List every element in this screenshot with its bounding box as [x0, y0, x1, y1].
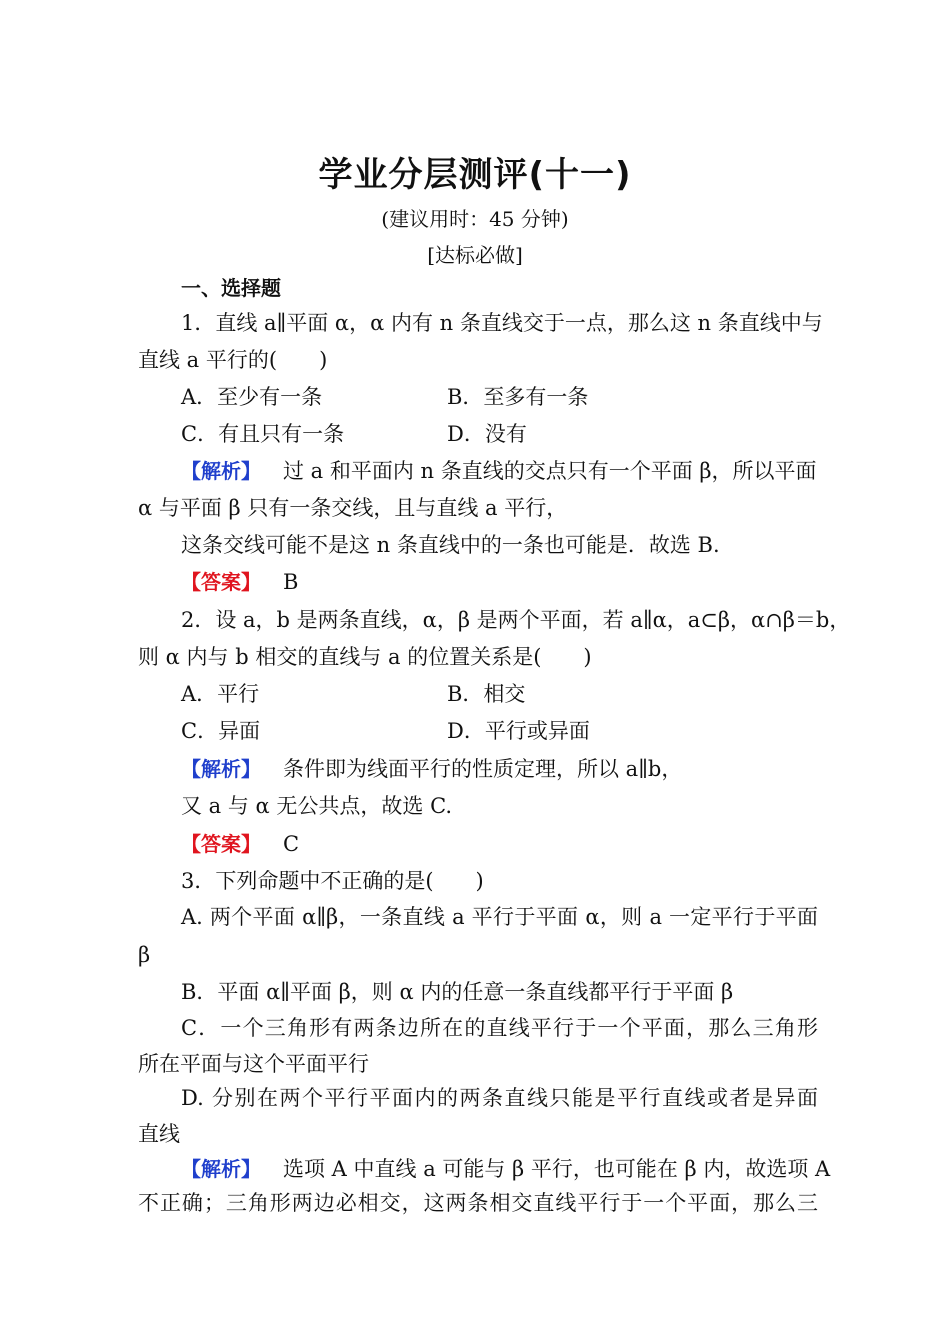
analysis-tag: 【解析】 [181, 459, 261, 483]
q1-answer-line [181, 568, 818, 596]
q2-answer-line [181, 830, 818, 858]
section-heading: 一、选择题 [181, 276, 281, 300]
q1-analysis-line2: α 与平面 β 只有一条交线，且与直线 a 平行， [138, 496, 568, 520]
q3-option-d-line2: 直线 [138, 1122, 180, 1146]
q3-option-a-line1: A. 两个平面 α∥β，一条直线 a 平行于平面 α，则 a 一定平行于平面 [181, 905, 818, 929]
q2-option-b: B．相交 [447, 682, 526, 706]
analysis-tag: 【解析】 [181, 757, 261, 781]
q1-stem-line1: 1．直线 a∥平面 α，α 内有 n 条直线交于一点，那么这 n 条直线中与 [181, 311, 823, 335]
q3-option-a-line2: β [138, 943, 151, 967]
q2-stem-line2: 则 α 内与 b 相交的直线与 a 的位置关系是( ) [138, 645, 592, 669]
q1-option-b: B．至多有一条 [447, 385, 589, 409]
q1-option-c: C．有且只有一条 [181, 422, 345, 446]
section-tag: [达标必做] [427, 243, 523, 267]
q2-answer: C [283, 832, 300, 856]
q2-option-d: D．平行或异面 [447, 719, 590, 743]
q1-stem-line2: 直线 a 平行的( ) [138, 348, 328, 372]
q1-answer: B [283, 570, 299, 594]
q2-analysis-line2: 又 a 与 α 无公共点，故选 C. [181, 794, 453, 818]
time-note: (建议用时：45 分钟) [381, 207, 569, 231]
q1-option-d: D．没有 [447, 422, 527, 446]
q1-option-a: A．至少有一条 [181, 385, 323, 409]
q3-analysis-line1 [181, 1155, 831, 1183]
analysis-tag: 【解析】 [181, 1157, 261, 1181]
q3-stem: 3．下列命题中不正确的是( ) [181, 869, 484, 893]
q2-option-a: A．平行 [181, 682, 260, 706]
q2-option-c: C．异面 [181, 719, 261, 743]
q2-analysis-line1 [181, 755, 818, 783]
q1-analysis-text1: 过 a 和平面内 n 条直线的交点只有一个平面 β，所以平面 [283, 459, 817, 483]
q3-option-c-line2: 所在平面与这个平面平行 [138, 1052, 369, 1076]
q3-analysis-text1: 选项 A 中直线 a 可能与 β 平行，也可能在 β 内，故选项 A [283, 1157, 831, 1181]
page-title: 学业分层测评(十一) [318, 155, 632, 195]
q2-analysis-text1: 条件即为线面平行的性质定理，所以 a∥b， [283, 757, 683, 781]
q1-analysis-line3: 这条交线可能不是这 n 条直线中的一条也可能是．故选 B. [181, 533, 720, 557]
q3-analysis-line2: 不正确；三角形两边必相交，这两条相交直线平行于一个平面，那么三 [138, 1191, 818, 1215]
q2-stem-line1: 2．设 a，b 是两条直线，α，β 是两个平面，若 a∥α，a⊂β，α∩β＝b， [181, 608, 851, 632]
q3-option-b: B．平面 α∥平面 β，则 α 内的任意一条直线都平行于平面 β [181, 980, 734, 1004]
q1-analysis-line1 [181, 457, 818, 485]
answer-tag: 【答案】 [181, 832, 261, 856]
answer-tag: 【答案】 [181, 570, 261, 594]
q3-option-d-line1: D. 分别在两个平行平面内的两条直线只能是平行直线或者是异面 [181, 1086, 818, 1110]
q3-option-c-line1: C．一个三角形有两条边所在的直线平行于一个平面，那么三角形 [181, 1016, 818, 1040]
